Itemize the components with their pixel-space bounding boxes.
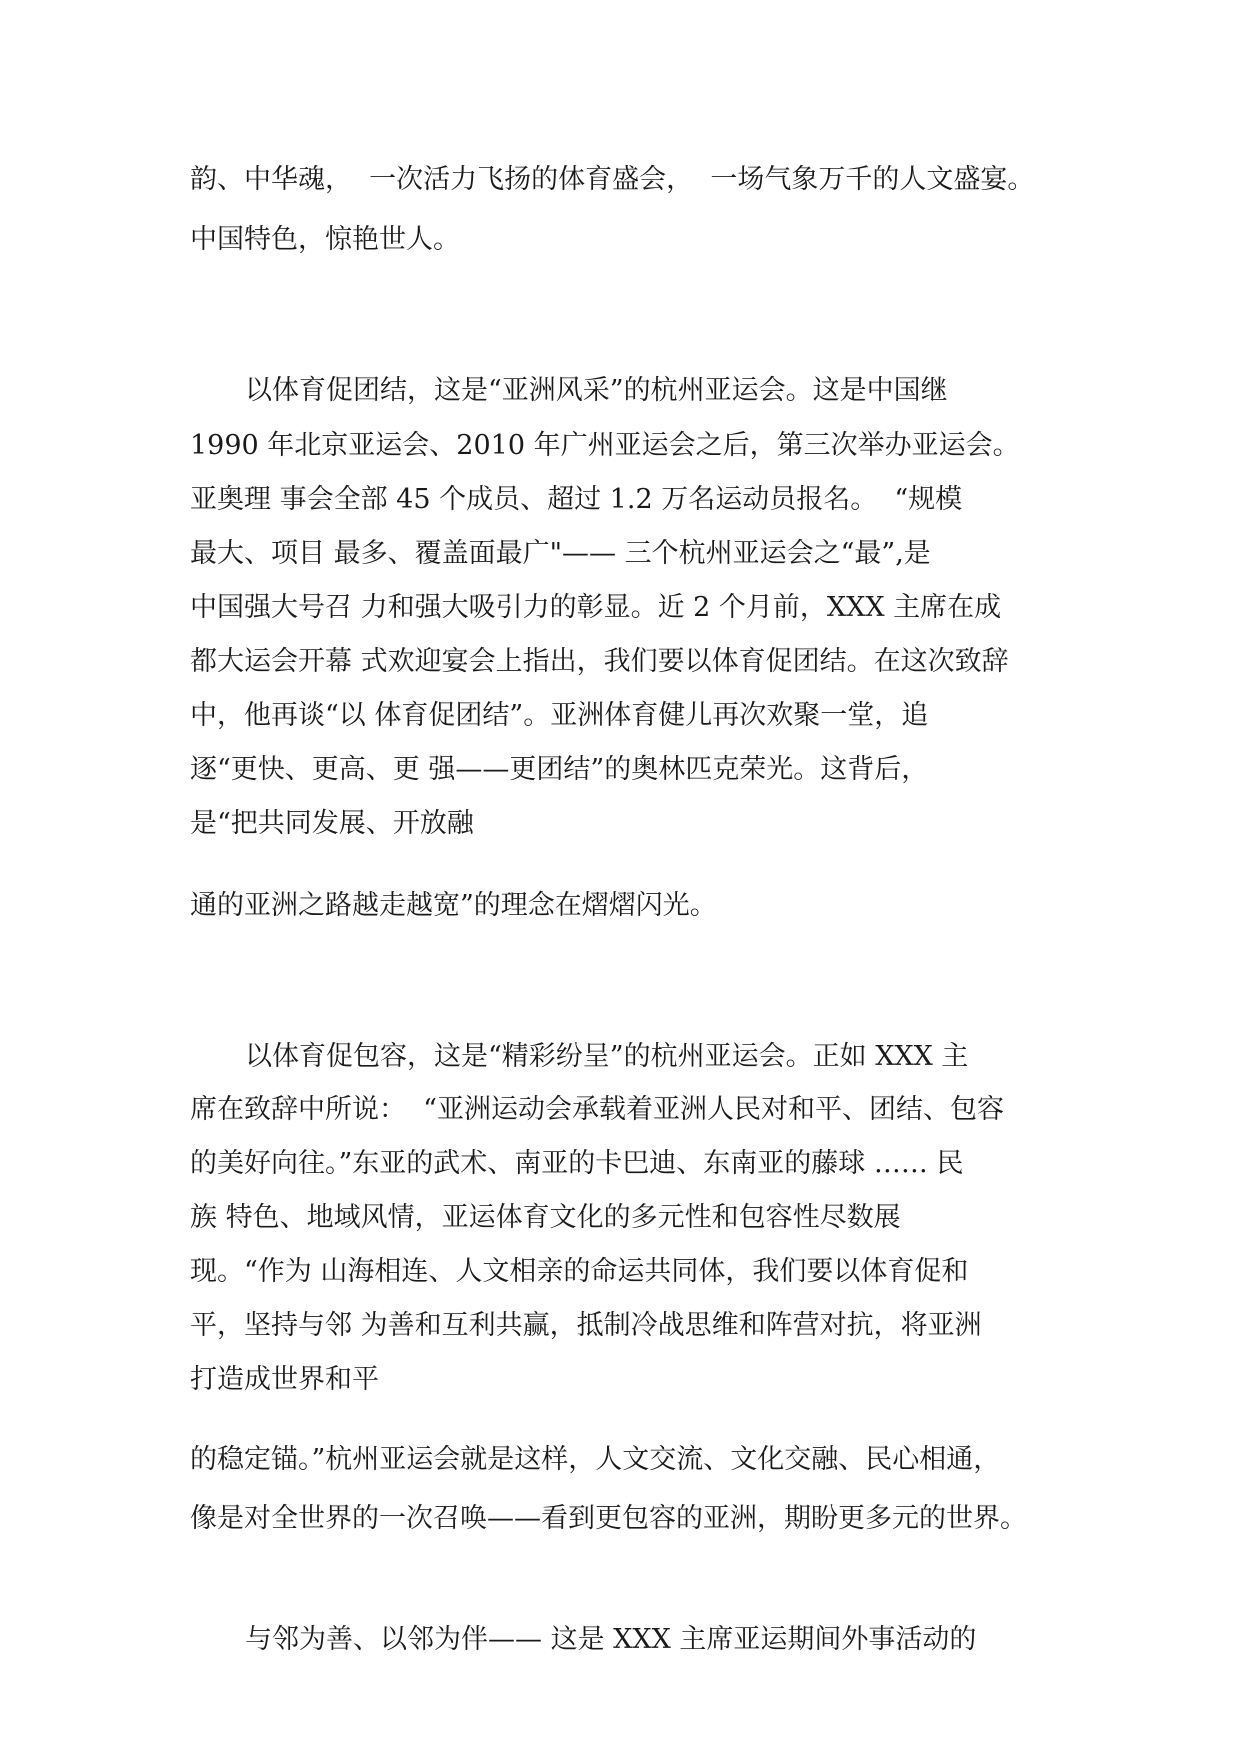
- text-line: 的稳定锚。”杭州亚运会就是这样，人文交流、文化交融、民心相通，: [190, 1444, 1001, 1475]
- text-line: 1990 年北京亚运会、2010 年广州亚运会之后，第三次举办亚运会。: [190, 430, 1020, 461]
- text-line: 席在致辞中所说： “亚洲运动会承载着亚洲人民对和平、团结、包容: [190, 1094, 1004, 1125]
- paragraph-start-line: 以体育促团结，这是“亚洲风采”的杭州亚运会。这是中国继: [245, 375, 948, 406]
- text-line: 现。“作为 山海相连、人文相亲的命运共同体，我们要以体育促和: [190, 1256, 969, 1287]
- text-line: 中国强大号召 力和强大吸引力的彰显。近 2 个月前，XXX 主席在成: [190, 592, 1002, 623]
- paragraph-start-line: 与邻为善、以邻为伴—— 这是 XXX 主席亚运期间外事活动的: [245, 1624, 977, 1655]
- text-line: 平，坚持与邻 为善和互利共赢，抵制冷战思维和阵营对抗，将亚洲: [190, 1310, 982, 1341]
- text-line: 是“把共同发展、开放融: [190, 808, 474, 839]
- text-line: 中国特色，惊艳世人。: [190, 224, 460, 255]
- paragraph-start-line: 以体育促包容，这是“精彩纷呈”的杭州亚运会。正如 XXX 主: [245, 1041, 969, 1072]
- text-line: 亚奥理 事会全部 45 个成员、超过 1.2 万名运动员报名。 “规模: [190, 484, 963, 515]
- text-line: 的美好向往。”东亚的武术、南亚的卡巴迪、东南亚的藤球 …… 民: [190, 1148, 964, 1179]
- text-line: 打造成世界和平: [190, 1364, 379, 1395]
- text-line: 像是对全世界的一次召唤——看到更包容的亚洲，期盼更多元的世界。: [190, 1503, 1027, 1534]
- text-line: 族 特色、地域风情，亚运体育文化的多元性和包容性尽数展: [190, 1202, 901, 1233]
- text-line: 通的亚洲之路越走越宽”的理念在熠熠闪光。: [190, 890, 717, 921]
- text-line: 最大、项目 最多、覆盖面最广"—— 三个杭州亚运会之“最”,是: [190, 538, 931, 569]
- text-line: 中，他再谈“以 体育促团结”。亚洲体育健儿再次欢聚一堂，追: [190, 700, 929, 731]
- text-line: 逐“更快、更高、更 强——更团结”的奥林匹克荣光。这背后，: [190, 754, 929, 785]
- text-line: 都大运会开幕 式欢迎宴会上指出，我们要以体育促团结。在这次致辞: [190, 646, 1009, 677]
- text-line: 韵、中华魂， 一次活力飞扬的体育盛会， 一场气象万千的人文盛宴。: [190, 164, 1035, 195]
